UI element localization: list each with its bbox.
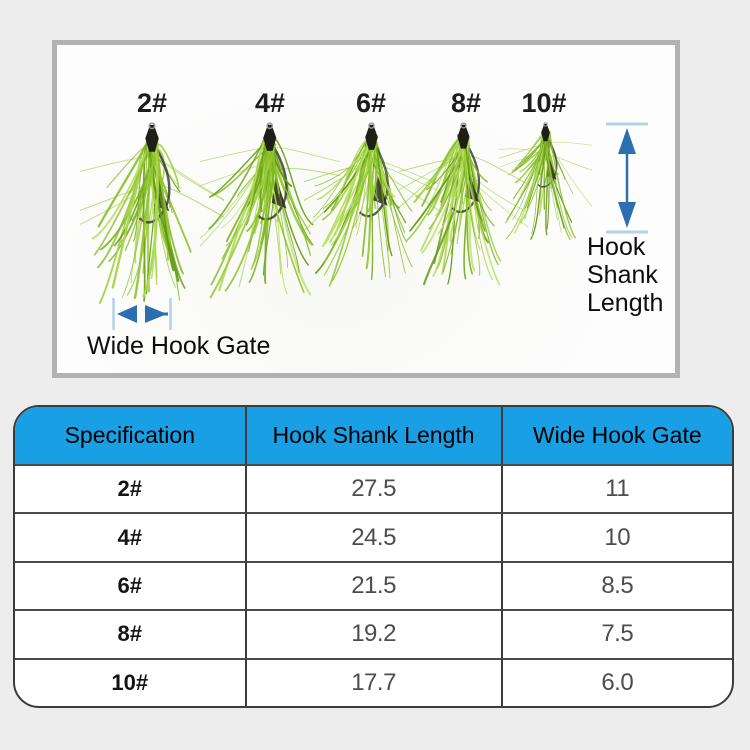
table-header-specification: Specification [15,407,247,464]
size-label-8: 8# [450,88,482,118]
feather-lure-photo [499,122,592,246]
size-label-10: 10# [521,88,567,118]
product-photo-panel [52,40,680,378]
table-cell-shank: 24.5 [247,512,503,560]
table-header-shank-length: Hook Shank Length [247,407,503,464]
table-cell-spec: 8# [15,609,247,657]
table-cell-spec: 4# [15,512,247,560]
shank-length-caption: Hook Shank Length [587,233,664,317]
size-label-6: 6# [355,88,387,118]
table-cell-spec: 2# [15,464,247,512]
table-cell-spec: 6# [15,561,247,609]
size-label-4: 4# [254,88,286,118]
shank-length-arrow-icon [605,122,649,234]
table-header-hook-gate: Wide Hook Gate [503,407,732,464]
table-cell-gate: 7.5 [503,609,732,657]
hook-gate-arrow-icon [112,296,172,332]
table-cell-shank: 21.5 [247,561,503,609]
size-label-2: 2# [136,88,168,118]
table-cell-spec: 10# [15,658,247,706]
table-cell-shank: 17.7 [247,658,503,706]
table-cell-shank: 27.5 [247,464,503,512]
table-cell-gate: 11 [503,464,732,512]
table-cell-gate: 10 [503,512,732,560]
table-cell-gate: 8.5 [503,561,732,609]
table-cell-shank: 19.2 [247,609,503,657]
hook-gate-caption: Wide Hook Gate [87,332,271,360]
table-cell-gate: 6.0 [503,658,732,706]
specification-table [13,405,734,708]
